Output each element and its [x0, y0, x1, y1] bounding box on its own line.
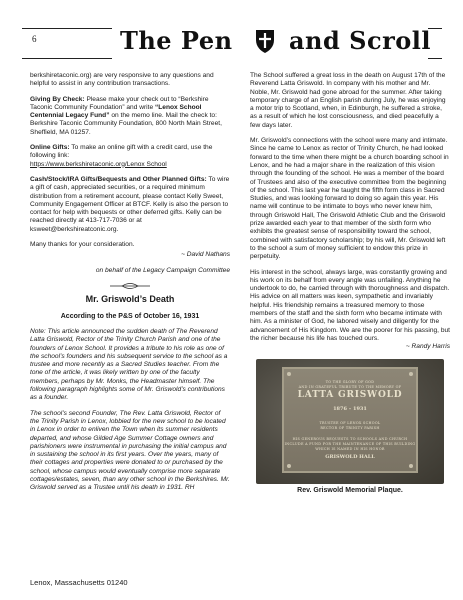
paragraph: Mr. Griswold’s connections with the school were many and intimate. Since he came to Lenox as rector of Trinity Church, he had looked forward to the time when there might be a church boarding school in Lenox, and he had a major share in the realization of this vision through the founding of the school. He was a member of the board of Trustees and also of the executive committee from the beginning of the school. This last year he taught the fifth form class in Sacred Studies, and was looking forward to doing so again this year. His name will continue to be intimate to boys who never knew him, through Griswold Hall, The Griswold Athletic Club and the Griswold prize awarded each year to that member of the sixth form who exhibits the greatest sense of responsibility toward the school, combined with satisfactory scholarship; by his will, Mr. Griswold left to the school a sum of money sufficient to endow this prize in perpetuity.: [250, 137, 449, 261]
left-column: [30, 72, 230, 500]
bolt-icon: [409, 372, 413, 376]
plaque-hall: GRISWOLD HALL: [325, 453, 375, 460]
page-number: 6: [32, 34, 37, 44]
bolt-icon: [409, 464, 413, 468]
masthead: [22, 22, 442, 64]
signature-role: on behalf of the Legacy Campaign Committee: [95, 266, 230, 274]
masthead-rule: [22, 58, 112, 59]
check-paragraph: [30, 96, 230, 137]
masthead-title-right: and Scroll: [289, 26, 431, 55]
masthead-rule: [22, 28, 112, 29]
founder-paragraph: The school’s second Founder, The Rev. Latta Griswold, Rector of the Trinity Parish in Lenox, lobbied for the new school to be located in Lenox in order to enliven the Town when its summer residents departed, and whose Gilded Age Summer Cottage owners and parishioners were instrumental in purchasing the initial campus and in sustaining the school in its first years. Over the years, many of their cottages and properties were donated to or purchased by the school, whose campus would eventually comprise more separate cottages/estates, seven, than any other school in the Berkshires. Mr. Griswold served as a Trustee until his death in 1931. RH: [30, 409, 230, 492]
masthead-title-left: The Pen: [120, 26, 233, 55]
article-title: Mr. Griswold’s Death: [85, 293, 175, 304]
online-text: To make an online gift with a credit card, use the following link:: [30, 144, 213, 160]
plaque-face: [282, 367, 418, 473]
online-paragraph: [30, 144, 230, 169]
paragraph: The School suffered a great loss in the death on August 17th of the Reverend Latta Griswold. In company with his mother and Mr. Noble, Mr. Griswold had gone abroad for the summer. After taking temporary charge of an English parish during July, he was enjoying a motor trip to Scotland, when, in Edinburgh, he suffered a stroke, as a result of which he lost consciousness, and died peacefully a few days later.: [250, 72, 446, 129]
thanks: Many thanks for your consideration.: [30, 241, 135, 249]
editor-note: Note: This article announced the sudden death of The Reverend Latta Griswold, Rector of the Trinity Church Parish and one of the founders of Lenox School. It provides a tribute to his role as one of the school’s founders and his subsequent service to the school as a trustee and more recently as a Sacred Studies teacher. From the tone of the article, it was likely written by one of the faculty members, perhaps by Mr. Monks, the Headmaster himself. The following paragraph highlights some of Mr. Griswold’s contributions as a founder.: [30, 327, 228, 402]
plaque-text: TO THE GLORY OF GOD: [325, 379, 375, 384]
paragraph: berkshiretaconic.org) are very responsive to any questions and helpful to assist in any contribution transactions.: [30, 72, 214, 88]
signature-name: ~ Randy Harris: [405, 343, 450, 351]
memorial-plaque-photo: [256, 359, 444, 484]
bolt-icon: [287, 464, 291, 468]
cash-text: To wire a gift of cash, appreciated securities, or a required minimum distribution from a retirement account, please contact Kelly Sweet, Community Engagement Officer at BTCF. Kelly is also the person to contact for help with bequests or other deferred gifts. Kelly can be reached directly at 413-717-7036 or at ksweet@berkshireatconic.org.: [30, 175, 230, 233]
plaque-text: HIS GENEROUS BEQUESTS TO SCHOOLS AND CHURCH: [292, 436, 408, 441]
fund-name: “Lenox School Centennial Legacy Fund”: [30, 103, 202, 120]
check-text: on the memo line. Mail the check to: Berkshire Taconic Community Foundation, 800 North Main Street, Sheffield, MA 01257.: [30, 112, 222, 136]
plaque-text: RECTOR OF TRINITY PARISH: [320, 425, 380, 430]
plaque-text: WHICH IS NAMED IN HIS HONOR: [315, 446, 385, 451]
paragraph: His interest in the school, always large, was constantly growing and his work on its behalf from every angle was unfailing. Anything he undertook to do, he carried through with thoroughness and dispatch. His advice on all matters was keen, sympathetic and invariably helpful. His friendship remains a treasured memory to those members of the staff and the sixth form who became intimate with him. As a minister of God, he labored wisely and diligently for the advancement of His Kingdom. We are the poorer for his passing, but the richer because his life has touched ours.: [250, 268, 450, 342]
plaque-text: INCLUDE A FUND FOR THE MAINTENANCE OF THIS BUILDING: [284, 441, 416, 446]
cash-paragraph: [30, 176, 230, 234]
signature-name: ~ David Nathans: [181, 251, 230, 259]
plaque-text: AND IN GRATEFUL TRIBUTE TO THE MEMORY OF: [298, 384, 402, 389]
plaque-name: LATTA GRISWOLD: [297, 389, 403, 400]
footer-address: Lenox, Massachusetts 01240: [30, 578, 128, 587]
check-text: Please make your check out to “Berkshire Taconic Community Foundation” and write: [30, 95, 209, 111]
cash-label: Cash/Stock/IRA Gifts/Bequests and Other Planned Gifts:: [30, 175, 207, 183]
online-label: Online Gifts:: [30, 144, 70, 152]
donation-link[interactable]: https://www.berkshiretaconic.org/Lenox School: [30, 160, 167, 168]
masthead-rule: [428, 58, 442, 59]
check-label: Giving By Check:: [30, 95, 85, 103]
article-subtitle: According to the P&S of October 16, 1931: [60, 312, 200, 320]
divider-ornament-icon: [110, 282, 150, 290]
masthead-rule: [428, 28, 442, 29]
shield-icon: [254, 28, 276, 54]
bolt-icon: [287, 372, 291, 376]
plaque-caption: Rev. Griswold Memorial Plaque.: [297, 486, 403, 494]
plaque-text: TRUSTEE OF LENOX SCHOOL: [319, 420, 381, 425]
right-column: [250, 72, 450, 495]
plaque-years: 1876 – 1931: [333, 405, 367, 412]
